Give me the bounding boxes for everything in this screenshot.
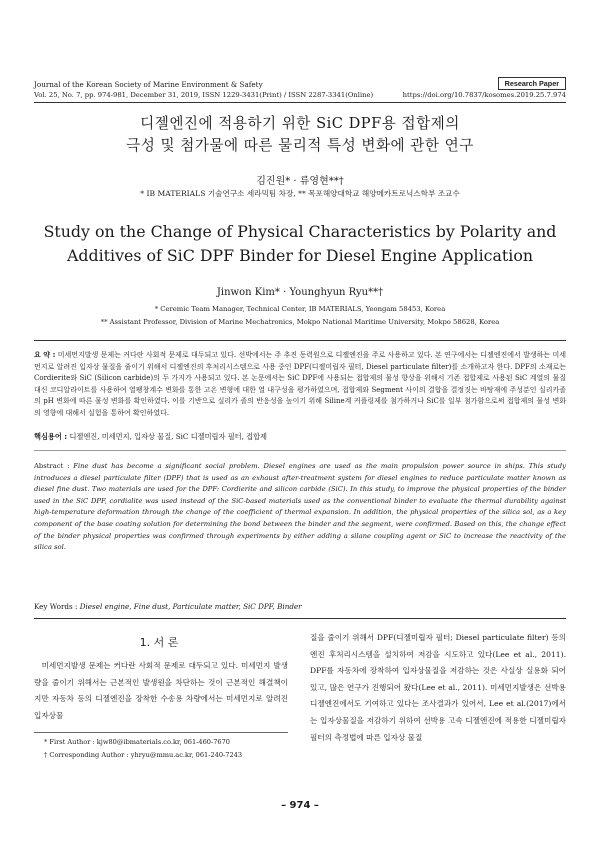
english-title-line2: Additives of SiC DPF Binder for Diesel Engine Application	[66, 246, 534, 265]
english-abstract	[34, 461, 566, 554]
doi-link[interactable]: https://doi.org/10.7837/kosomes.2019.25.7.974	[402, 91, 566, 99]
korean-affiliation: * IB MATERIALS 기술연구소 세라믹팀 차장, ** 목포해양대학교 해양메카트로닉스학부 조교수	[140, 189, 460, 198]
section-heading-introduction: 1. 서 론	[139, 636, 179, 649]
english-affiliation-line2: ** Assistant Professor, Division of Marine Mechatronics, Mokpo National Maritime University, Mokpo 58628, Korea	[100, 318, 500, 326]
journal-name: Journal of the Korean Society of Marine Environment & Safety	[34, 80, 263, 89]
korean-title-line1: 디젤엔진에 적용하기 위한 SiC DPF용 접합제의	[140, 115, 460, 132]
first-author-footnote: * First Author : kjw80@ibmaterials.co.kr, 061-460-7670	[44, 738, 230, 746]
korean-abstract-label: 요 약 :	[34, 351, 56, 359]
english-keywords-text: Diesel engine, Fine dust, Particulate matter, SiC DPF, Binder	[79, 602, 302, 611]
korean-keywords-text: 디젤엔진, 미세먼지, 입자상 물질, SiC 디젤미립자 필터, 접합제	[69, 432, 268, 441]
korean-keywords-label: 핵심용어 :	[34, 432, 68, 441]
corresponding-author-footnote: † Corresponding Author : yhryu@mmu.ac.kr, 061-240-7243	[44, 751, 243, 759]
english-keywords-label: Key Words :	[34, 602, 78, 611]
volume-info: Vol. 25, No. 7, pp. 974-981, December 31, 2019, ISSN 1229-3431(Print) / ISSN 2287-3341(Online)	[34, 91, 374, 99]
page-number: – 974 –	[281, 800, 319, 811]
korean-keywords	[34, 432, 566, 442]
body-top-rule	[34, 618, 566, 619]
korean-authors: 김진원* · 류영현**†	[256, 176, 344, 187]
abstract-top-rule	[34, 340, 566, 341]
research-paper-badge: Research Paper	[498, 77, 566, 90]
english-abstract-label: Abstract :	[34, 462, 70, 470]
left-column-body: 미세먼지발생 문제는 커다란 사회적 문제로 대두되고 있다. 미세먼지 발생량을 줄이기 위해서는 근본적인 발생원을 차단하는 것이 근본적인 해결책이지만 자동차 등의 디젤엔진을 장착한 수송용 차량에서는 미세먼지로 알려진 입자상물	[34, 661, 288, 720]
korean-title-line2: 극성 및 첨가물에 따른 물리적 특성 변화에 관한 연구	[126, 137, 474, 154]
english-keywords	[34, 602, 566, 611]
right-column-body: 질을 줄이기 위해서 DPF(디젤미립자 필터; Diesel particulate filter) 등의 엔진 후처리시스템을 설치하여 저감을 시도하고 있다(Lee et al., 2011). DPF를 자동차에 장착하여 입자상물질을 저감하는 것은 사실상 실용화 되어 있고, 많은 연구가 진행되어 왔다(Lee et al., 2011). 미세먼지발생은 선박용 디젤엔진에서도 기여하고 있다는 조사결과가 있어서, Lee et al.(2017)에서는 입자상물질을 저감하기 위하여 선박용 고속 디젤엔진에 적용한 디젤미립자 필터의 측정법에 따른 입자상 물질	[310, 633, 566, 742]
korean-abstract	[34, 350, 566, 420]
english-title-line1: Study on the Change of Physical Characteristics by Polarity and	[43, 222, 557, 241]
english-authors: Jinwon Kim* · Younghyun Ryu**†	[216, 287, 384, 298]
footnote-rule	[34, 732, 288, 733]
english-affiliation-line1: * Ceremic Team Manager, Technical Center, IB MATERIALS, Yeongam 58453, Korea	[154, 305, 446, 313]
header-rule	[34, 102, 566, 103]
korean-abstract-text: 미세먼지발생 문제는 커다란 사회적 문제로 대두되고 있다. 선박에서는 주 추진 동력원으로 디젤엔진을 주로 사용하고 있다. 본 연구에서는 디젤엔진에서 발생하는 미세먼지로 알려진 입자상 물질을 줄이기 위해서 디젤엔진의 후처리시스템으로 사용 중인 DPF(디젤미립자 필터, Diesel particulate filter)를 소개하고자 한다. DPF의 소재로는 Cordierite와 SiC (Silicon carbide)의 두 가지가 사용되고 있다. 본 논문에서는 SiC DPF에 사용되는 접합제의 물성 향상을 위해서 기존 접합제로 사용된 SiC 계열의 물질 대신 코디알라이트를 사용하여 열팽창계수 변화를 통한 고온 변형에 대한 열 내구성을 평가하였으며, 접합제와 Segment 사이의 결합을 결정짓는 바탕재에 주성분인 실리카졸의 pH 변화에 따른 물성 변화를 확인하였다. 이를 기반으로 실리카 졸의 반응성을 높이기 위해 Siline계 커플링제를 첨가하거나 SiC를 일부 첨가함으로써 접합제의 물성 변화의 영향에 대해서 실험을 통하여 확인하였다.	[34, 351, 567, 417]
abstract-divider	[34, 450, 566, 451]
english-abstract-text: Fine dust has become a significant social problem. Diesel engines are used as the main propulsion power source in ships. This study introduces a diesel particulate filter (DPF) that is used as an exhaust after-treatment system for diesel engines to reduce particulate matter known as diesel fine dust. Two materials are used for the DPF: Cordierite and silicon carbide (SiC). In this study, to improve the physical properties of the binder used in the SiC DPF, cordialite was used instead of the SiC-based materials used as the conventional binder to evaluate the thermal durability against high-temperature deformation through the change of the coefficient of thermal expansion. In addition, the physical properties of the silica sol, as a key component of the base coating solution for determining the bond between the binder and the segment, were confirmed. Based on this, the change effect of the binder physical properties was confirmed through experiments by either adding a silane coupling agent or SiC to increase the reactivity of the silica sol.	[34, 462, 566, 552]
